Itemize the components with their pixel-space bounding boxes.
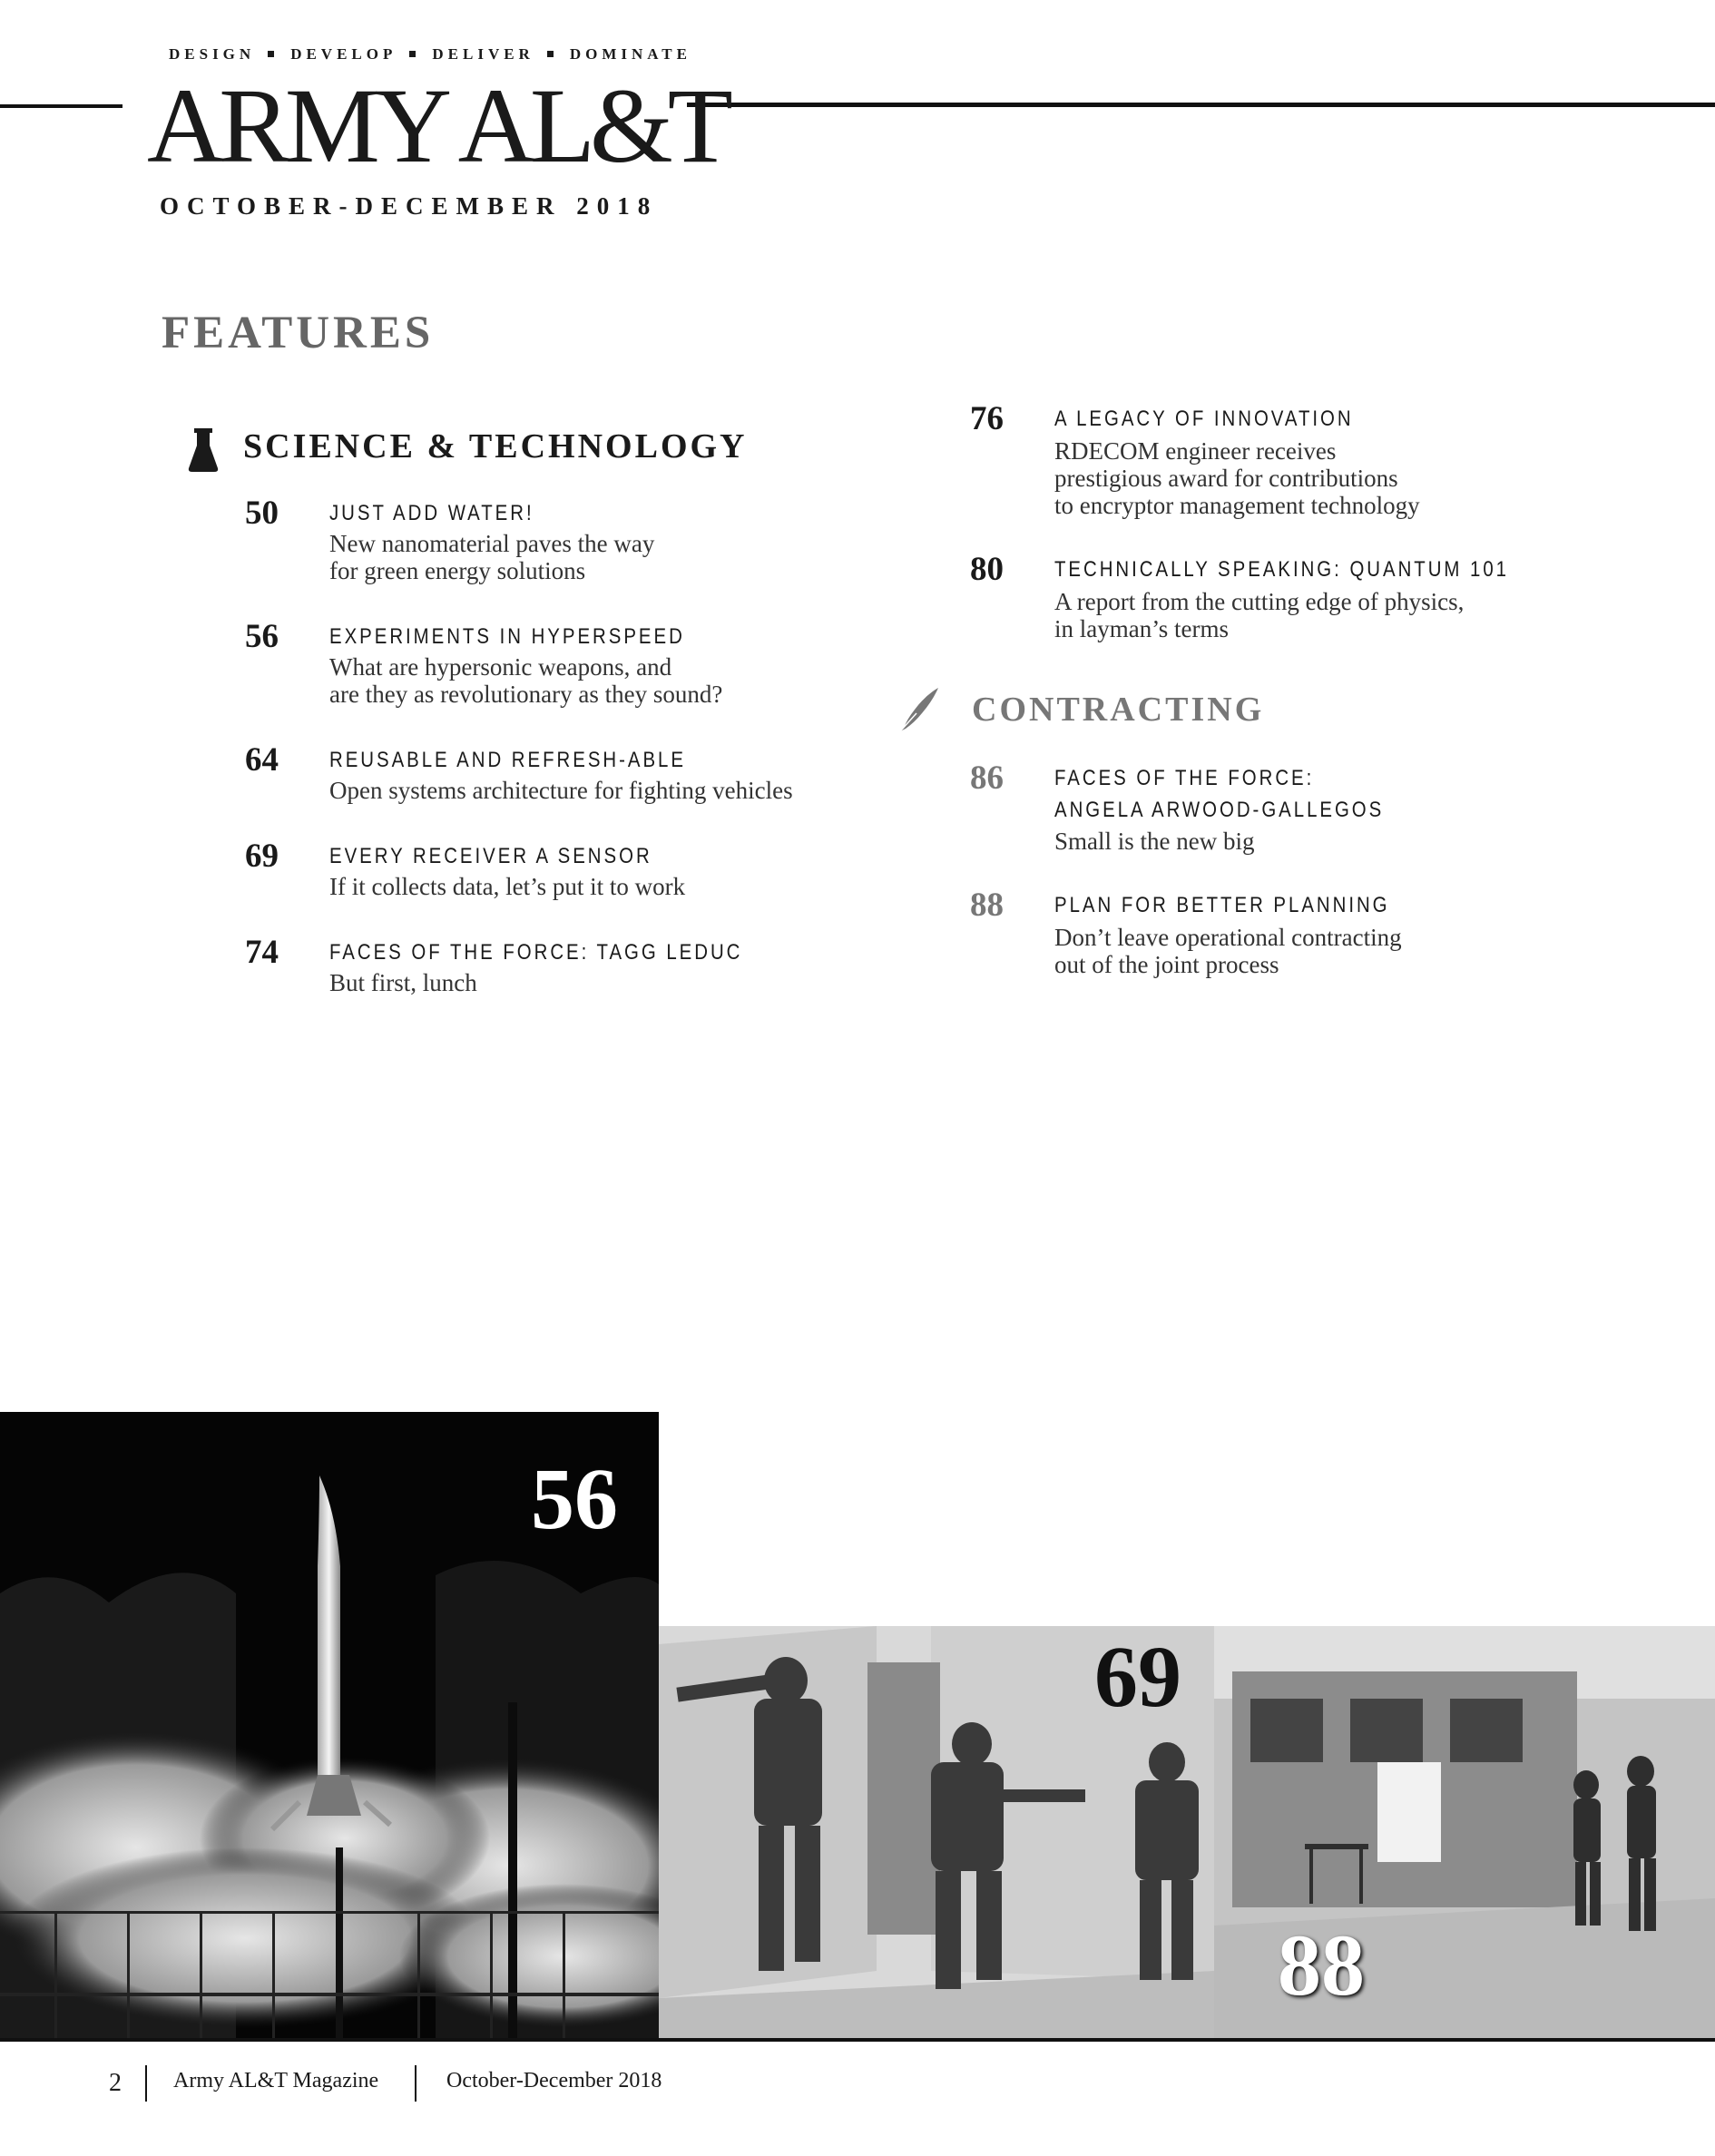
science-technology-heading: SCIENCE & TECHNOLOGY <box>243 427 748 466</box>
tagline-separator <box>268 51 274 57</box>
photo-strip-bottom-rule <box>0 2038 1715 2042</box>
article-description: A report from the cutting edge of physics, <box>1054 588 1465 615</box>
article-description: out of the joint process <box>1054 951 1279 978</box>
masthead-tagline <box>169 45 691 64</box>
article-title: TECHNICALLY SPEAKING: QUANTUM 101 <box>1054 557 1509 582</box>
issue-date: OCTOBER-DECEMBER 2018 <box>160 192 659 220</box>
pen-nib-icon <box>898 686 942 733</box>
rocket-launch-photo[interactable] <box>0 1412 659 2040</box>
page-number: 64 <box>245 741 279 779</box>
field-contracting-tent-photo[interactable] <box>1214 1626 1715 2040</box>
article-description: What are hypersonic weapons, and <box>329 653 672 681</box>
page-number: 74 <box>245 934 279 971</box>
article-description: RDECOM engineer receives <box>1054 437 1337 465</box>
article-description: to encryptor management technology <box>1054 492 1420 519</box>
page-number: 86 <box>970 760 1004 797</box>
footer-separator <box>415 2065 416 2102</box>
page-number: 88 <box>970 887 1004 924</box>
article-title: FACES OF THE FORCE: TAGG LEDUC <box>329 940 743 965</box>
footer-magazine-title: Army AL&T Magazine <box>173 2069 379 2092</box>
article-title-continued: ANGELA ARWOOD-GALLEGOS <box>1054 798 1385 822</box>
photo-page-label: 56 <box>531 1450 618 1547</box>
tagline-word: DESIGN <box>169 45 256 63</box>
page-number: 56 <box>245 618 279 655</box>
article-title: EXPERIMENTS IN HYPERSPEED <box>329 624 685 649</box>
tagline-separator <box>547 51 554 57</box>
masthead-rule-right <box>687 103 1715 107</box>
article-description: Open systems architecture for fighting vehicles <box>329 777 793 804</box>
article-description: New nanomaterial paves the way <box>329 530 655 557</box>
article-description: Small is the new big <box>1054 828 1255 855</box>
photo-page-label: 69 <box>1094 1628 1181 1725</box>
article-title: JUST ADD WATER! <box>329 501 534 525</box>
article-title: PLAN FOR BETTER PLANNING <box>1054 893 1390 917</box>
photo-page-label: 88 <box>1278 1916 1365 2014</box>
article-description: are they as revolutionary as they sound? <box>329 681 723 708</box>
footer-issue: October-December 2018 <box>446 2069 662 2092</box>
tagline-word: DEVELOP <box>290 45 397 63</box>
article-title: REUSABLE AND REFRESH-ABLE <box>329 748 686 772</box>
contracting-heading: CONTRACTING <box>972 691 1265 729</box>
article-description: prestigious award for contributions <box>1054 465 1398 492</box>
tagline-word: DELIVER <box>432 45 534 63</box>
tagline-separator <box>409 51 416 57</box>
page-number: 80 <box>970 551 1004 588</box>
magazine-logo: ARMY AL&T <box>147 66 728 185</box>
page-number: 76 <box>970 400 1004 437</box>
masthead-rule-left <box>0 104 122 108</box>
article-title: EVERY RECEIVER A SENSOR <box>329 844 652 868</box>
page-number: 69 <box>245 838 279 875</box>
article-title: A LEGACY OF INNOVATION <box>1054 407 1354 431</box>
footer-page-number: 2 <box>109 2069 122 2097</box>
article-description: for green energy solutions <box>329 557 586 584</box>
flask-icon <box>185 426 221 474</box>
article-description: Don’t leave operational contracting <box>1054 924 1402 951</box>
article-description: But first, lunch <box>329 969 477 996</box>
footer-separator <box>145 2065 147 2102</box>
article-description: in layman’s terms <box>1054 615 1229 642</box>
tagline-word: DOMINATE <box>569 45 691 63</box>
features-heading: FEATURES <box>162 308 435 358</box>
soldiers-training-photo[interactable] <box>659 1626 1214 2040</box>
page-number: 50 <box>245 495 279 532</box>
article-description: If it collects data, let’s put it to work <box>329 873 686 900</box>
article-title: FACES OF THE FORCE: <box>1054 766 1315 790</box>
